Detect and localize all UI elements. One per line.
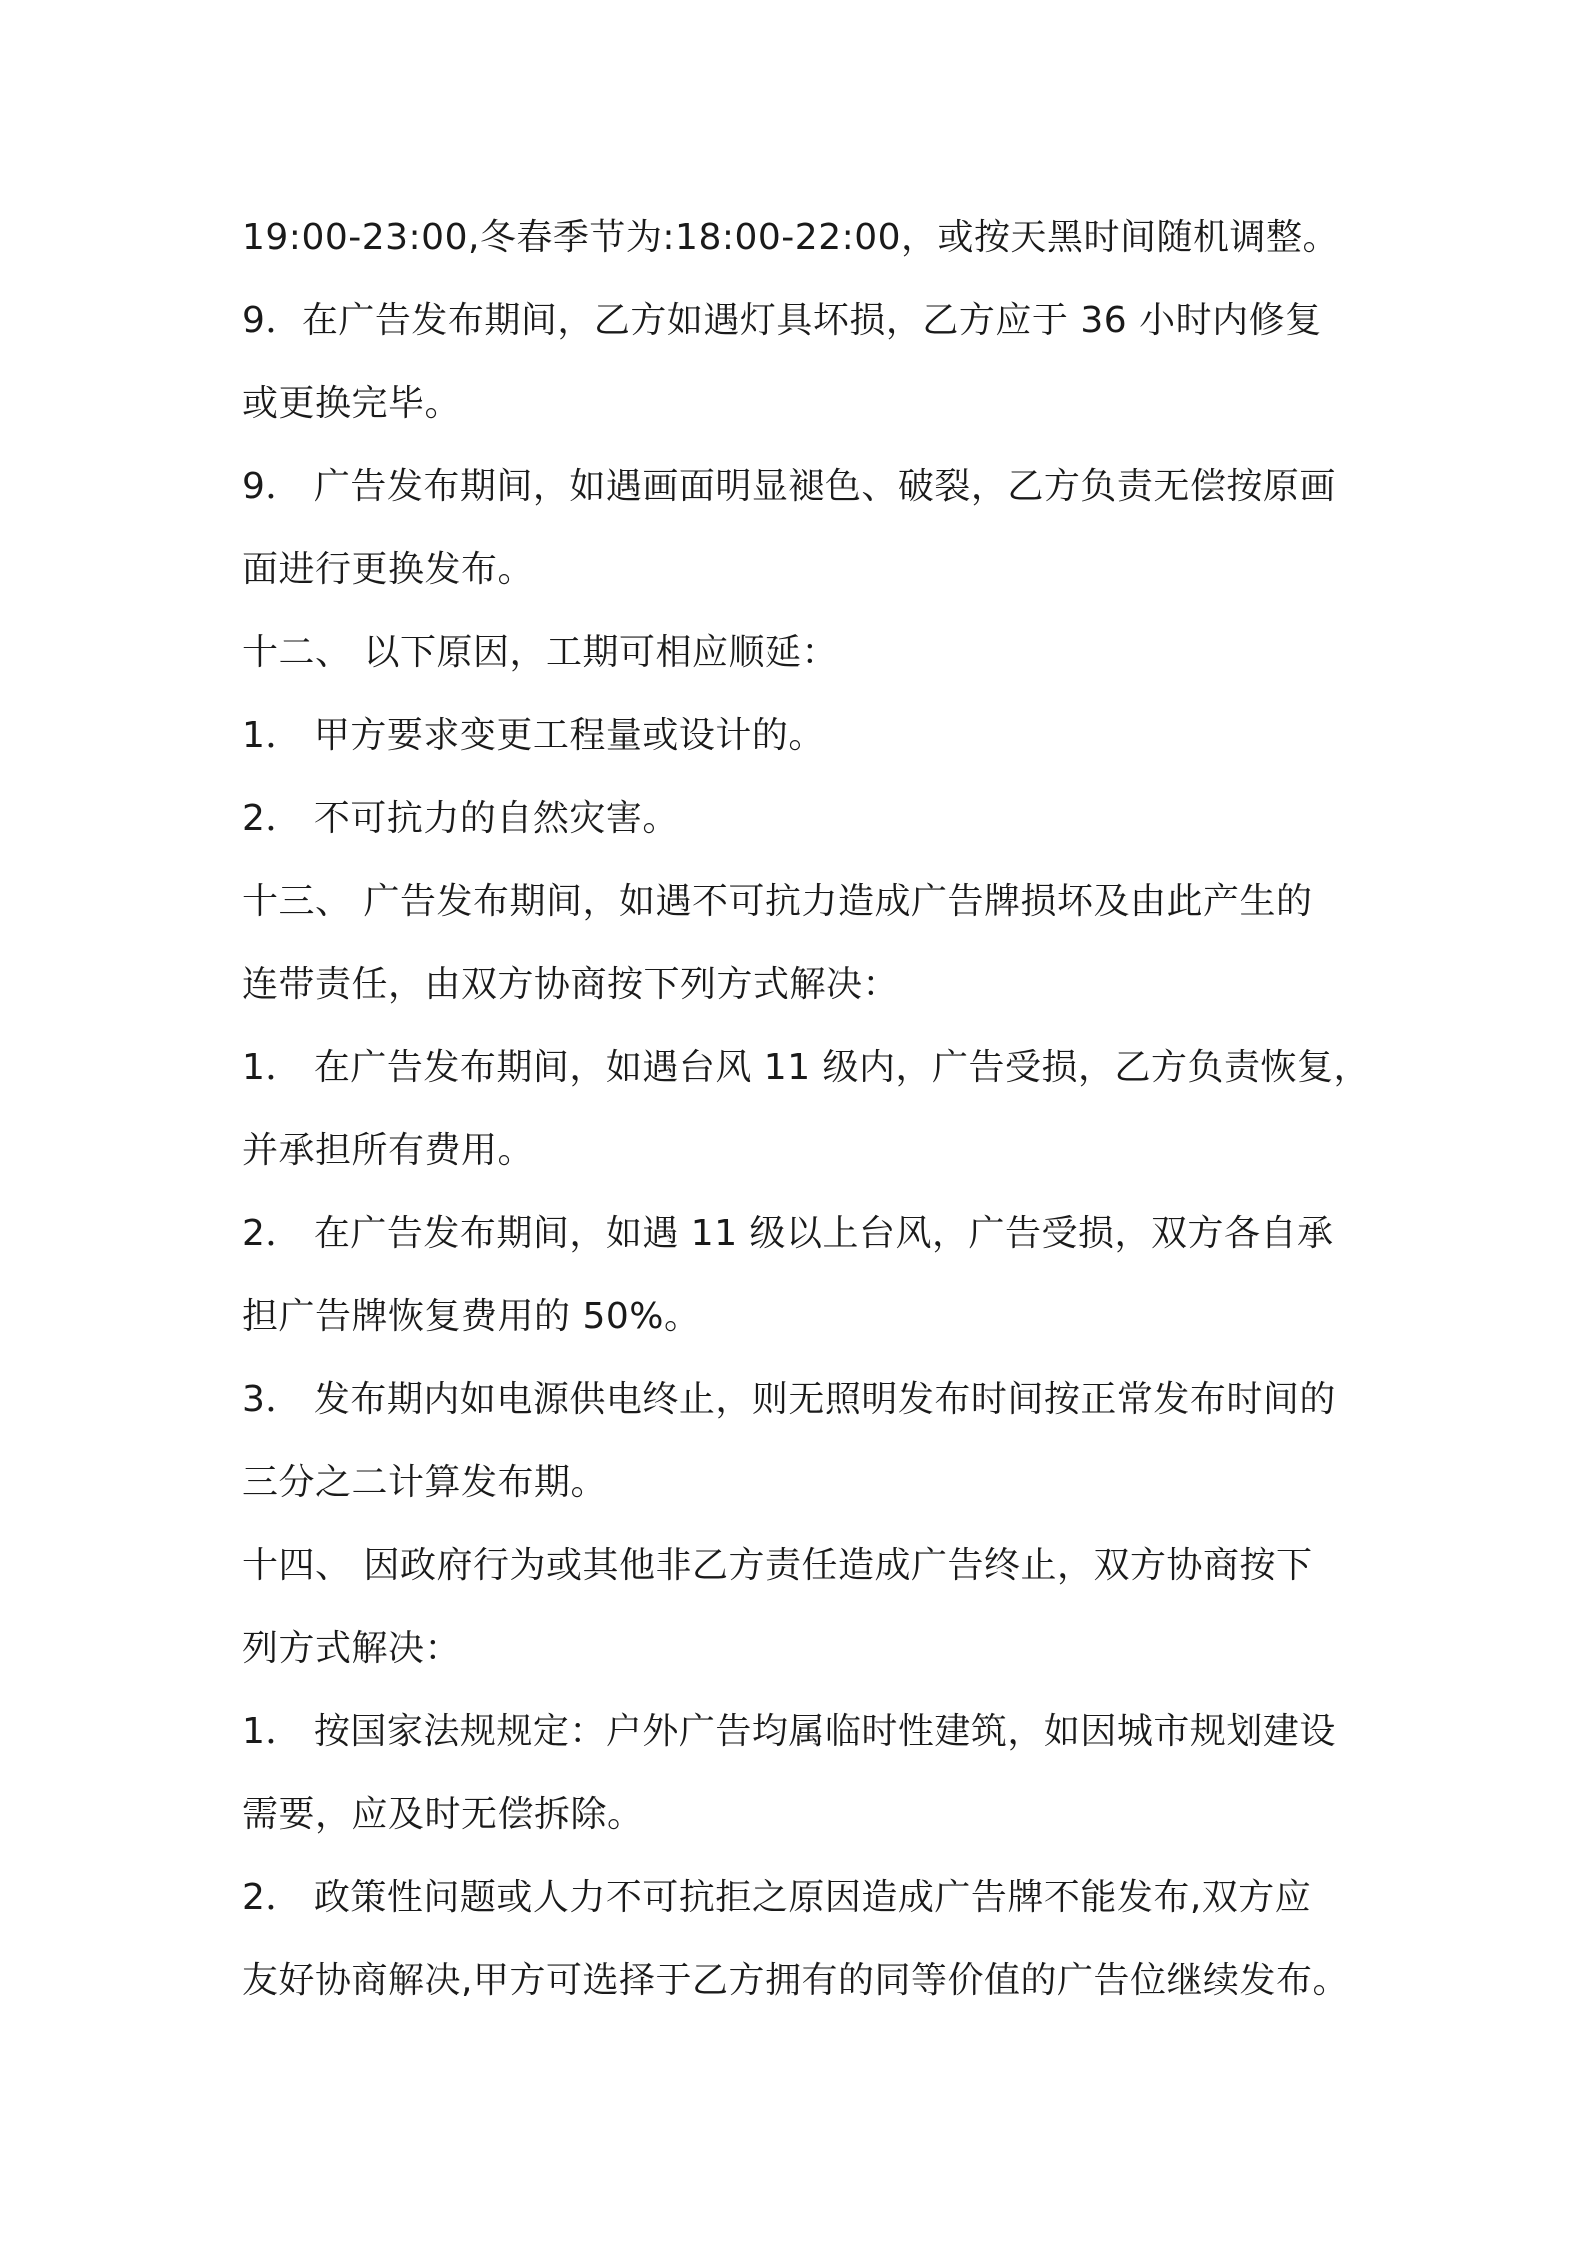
text-line: 三分之二计算发布期。 — [242, 1462, 608, 1503]
text-line: 友好协商解决,甲方可选择于乙方拥有的同等价值的广告位继续发布。 — [242, 1960, 1349, 2001]
text-line: 并承担所有费用。 — [242, 1130, 535, 1171]
text-line: 2． 在广告发布期间，如遇 11 级以上台风，广告受损，双方各自承 — [242, 1213, 1334, 1254]
text-line: 面进行更换发布。 — [242, 549, 535, 590]
document-body — [242, 196, 1371, 2022]
text-line: 9． 广告发布期间，如遇画面明显褪色、破裂，乙方负责无偿按原画 — [242, 466, 1336, 507]
text-line: 19:00-23:00,冬春季节为:18:00-22:00，或按天黑时间随机调整。 — [242, 217, 1340, 258]
text-line: 2． 不可抗力的自然灾害。 — [242, 798, 679, 839]
text-line: 9．在广告发布期间，乙方如遇灯具坏损，乙方应于 36 小时内修复 — [242, 300, 1322, 341]
text-line: 需要，应及时无偿拆除。 — [242, 1794, 644, 1835]
text-line: 担广告牌恢复费用的 50%。 — [242, 1296, 701, 1337]
section-heading-13: 十三、 广告发布期间，如遇不可抗力造成广告牌损坏及由此产生的 — [242, 881, 1313, 922]
section-heading-14: 十四、 因政府行为或其他非乙方责任造成广告终止，双方协商按下 — [242, 1545, 1313, 1586]
text-line: 3． 发布期内如电源供电终止，则无照明发布时间按正常发布时间的 — [242, 1379, 1336, 1420]
text-line: 1． 在广告发布期间，如遇台风 11 级内，广告受损，乙方负责恢复， — [242, 1047, 1371, 1088]
text-line: 2． 政策性问题或人力不可抗拒之原因造成广告牌不能发布,双方应 — [242, 1877, 1312, 1918]
text-line: 1． 按国家法规规定：户外广告均属临时性建筑，如因城市规划建设 — [242, 1711, 1336, 1752]
text-line: 连带责任，由双方协商按下列方式解决： — [242, 964, 900, 1005]
section-heading-12: 十二、 以下原因，工期可相应顺延： — [242, 632, 838, 673]
text-line: 1． 甲方要求变更工程量或设计的。 — [242, 715, 825, 756]
text-line: 或更换完毕。 — [242, 383, 462, 424]
text-line: 列方式解决： — [242, 1628, 462, 1669]
